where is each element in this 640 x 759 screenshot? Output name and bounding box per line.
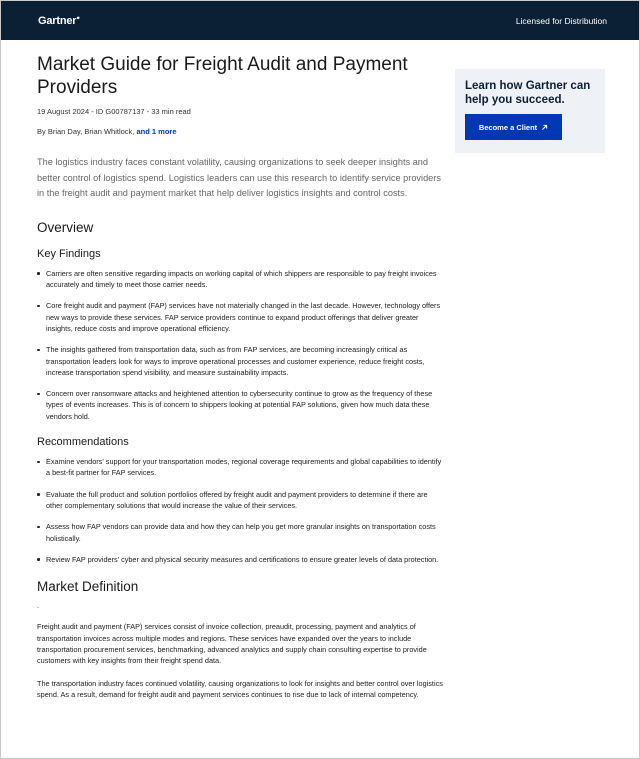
list-item: Core freight audit and payment (FAP) services have not materially changed in the last decade. However, technology offers new ways to provide these services. FAP service providers continue to expand product offerings that deliver greater insights, reduce costs and improve operational efficiency. xyxy=(37,300,443,334)
list-item: Concern over ransomware attacks and heightened attention to cybersecurity continue to grow as the frequency of these types of events increases. This is of concern to shippers looking at potential FAP solutions, given how much data these vendors hold. xyxy=(37,388,443,422)
key-findings-list xyxy=(37,268,443,422)
list-item: Carriers are often sensitive regarding impacts on working capital of which shippers are responsible to pay freight invoices accurately and timely to meet those carrier needs. xyxy=(37,268,443,291)
more-authors-link[interactable]: and 1 more xyxy=(136,127,177,136)
page-title: Market Guide for Freight Audit and Payment Providers xyxy=(37,54,408,98)
top-bar xyxy=(1,1,639,40)
market-definition-heading: Market Definition xyxy=(37,579,139,595)
list-item: Examine vendors' support for your transportation modes, regional coverage requirements and global capabilities to identify a best-fit partner for FAP services. xyxy=(37,456,443,479)
market-definition-paragraph-1: Freight audit and payment (FAP) services consist of invoice collection, preaudit, processing, payment and analytics of transportation invoices across multiple modes and regions. These services have expanded over the years to include transportation procurement services, benchmarking, advanced analytics and supply chain consulting expertise to provide customers with key insights from their freight spend data. xyxy=(37,622,427,666)
article-meta: 19 August 2024 - ID G00787137 - 33 min read xyxy=(37,107,191,116)
gartner-logo[interactable]: Gartner● xyxy=(38,14,80,27)
recommendations-list xyxy=(37,456,443,565)
cta-heading: Learn how Gartner can help you succeed. xyxy=(465,80,591,106)
arrow-up-right-icon xyxy=(541,124,548,131)
become-a-client-button[interactable] xyxy=(465,114,562,140)
authors-text: By Brian Day, Brian Whitlock, xyxy=(37,127,137,136)
summary: The logistics industry faces constant volatility, causing organizations to seek deeper insights and better control of logistics spend. Logistics leaders can use this research to identify service providers in the freight audit and payment market that help deliver logistics insights and control costs. xyxy=(37,157,441,199)
recommendations-heading: Recommendations xyxy=(37,436,129,449)
list-item: The insights gathered from transportation data, such as from FAP services, are becoming increasingly critical as transportation leaders look for ways to improve operational processes and customer experience, reduce freight costs, increase transportation spend visibility, and measure sustainability impacts. xyxy=(37,344,443,378)
list-item: Assess how FAP vendors can provide data and how they can help you get more granular insights on transportation costs holistically. xyxy=(37,521,443,544)
stray-dot: . xyxy=(37,601,40,611)
become-a-client-label: Become a Client xyxy=(478,122,538,132)
market-definition-paragraph-2: The transportation industry faces continued volatility, causing organizations to look for insights and better control over logistics spend. As a result, demand for freight audit and payment services continues to rise due to lack of internal competency. xyxy=(37,678,443,699)
cta-panel xyxy=(455,69,605,153)
key-findings-heading: Key Findings xyxy=(37,247,101,260)
overview-heading: Overview xyxy=(37,219,94,235)
list-item: Evaluate the full product and solution portfolios offered by freight audit and payment providers to determine if there are other complementary solutions that would increase the value of their services. xyxy=(37,489,443,512)
article xyxy=(37,53,443,700)
list-item: Review FAP providers' cyber and physical security measures and certifications to ensure greater levels of data protection. xyxy=(37,554,443,565)
licensed-label: Licensed for Distribution xyxy=(515,15,607,26)
authors xyxy=(37,127,443,136)
